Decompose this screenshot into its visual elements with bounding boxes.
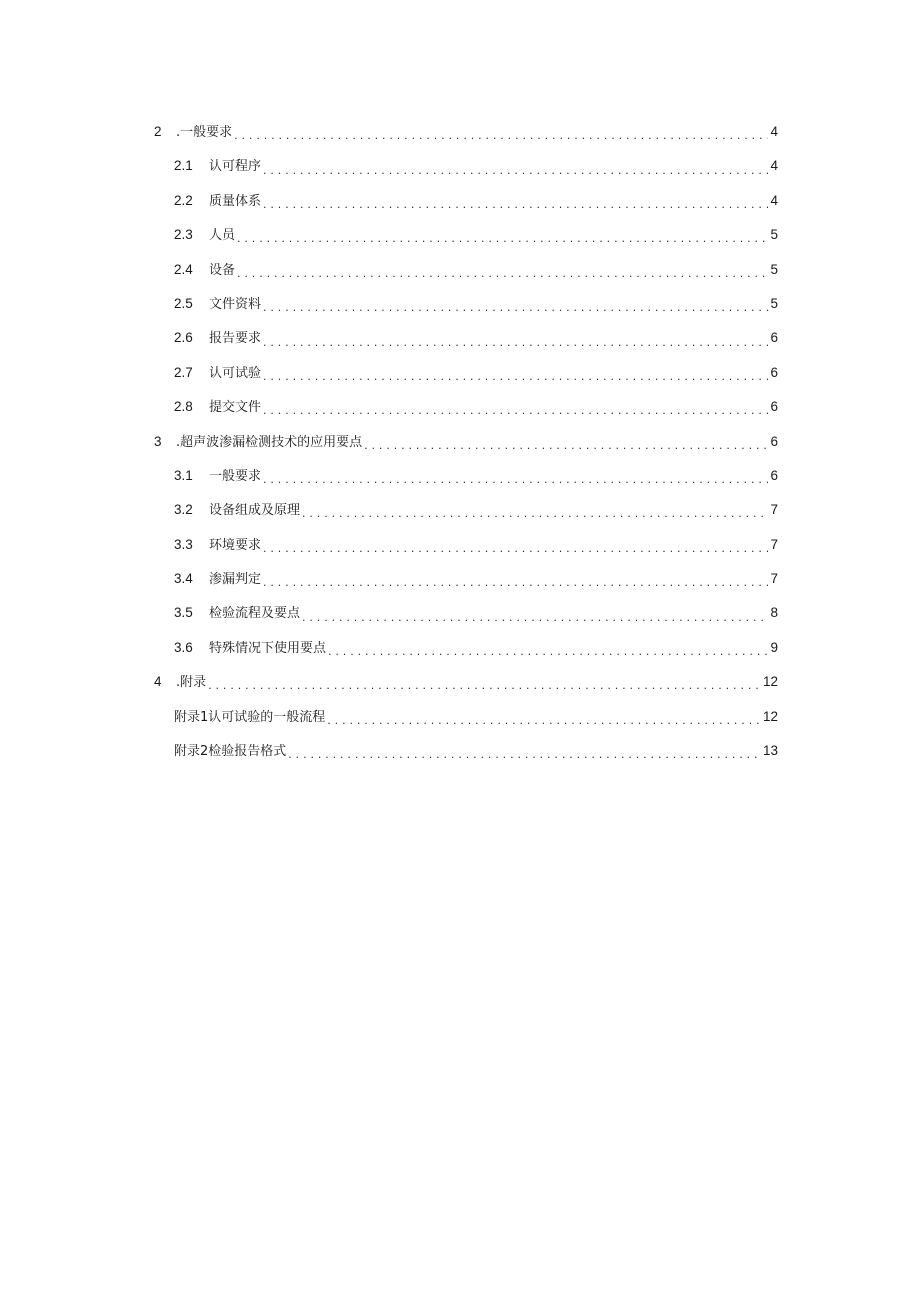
- toc-leader-dots: [237, 268, 768, 282]
- toc-entry-page: 8: [770, 605, 778, 621]
- toc-entry-title: 一般要求: [209, 468, 262, 484]
- toc-entry-number: 2.7: [174, 364, 193, 380]
- toc-entry-page: 6: [770, 330, 778, 346]
- toc-leader-dots: [208, 680, 761, 694]
- toc-entry-2[interactable]: [154, 120, 778, 154]
- toc-leader-dots: [302, 508, 768, 522]
- toc-entry-2-3[interactable]: [154, 223, 778, 257]
- toc-entry-page: 6: [770, 433, 778, 449]
- toc-leader-dots: [263, 337, 768, 351]
- toc-entry-title: 质量体系: [209, 193, 262, 209]
- toc-leader-dots: [263, 474, 768, 488]
- toc-entry-title: 报告要求: [209, 331, 262, 347]
- toc-entry-page: 5: [770, 261, 778, 277]
- toc-entry-page: 7: [770, 536, 778, 552]
- toc-entry-title: 认可试验: [209, 365, 262, 381]
- toc-entry-number: 2.4: [174, 261, 193, 277]
- toc-entry-title: .附录: [176, 675, 207, 691]
- toc-entry-number: 3.1: [174, 467, 193, 483]
- toc-entry-title: 环境要求: [209, 537, 262, 553]
- toc-entry-number: 4: [154, 674, 162, 690]
- toc-leader-dots: [288, 749, 761, 763]
- toc-entry-number: 3.2: [174, 502, 193, 518]
- toc-entry-title: .一般要求: [176, 125, 233, 140]
- toc-entry-page: 12: [762, 708, 778, 724]
- toc-entry-page: 12: [762, 674, 778, 690]
- toc-entry-page: 7: [770, 502, 778, 518]
- toc-leader-dots: [237, 233, 768, 247]
- toc-leader-dots: [263, 405, 768, 419]
- toc-entry-appendix-2[interactable]: [154, 739, 778, 773]
- toc-entry-title: 附录2检验报告格式: [174, 744, 287, 760]
- toc-entry-title: 文件资料: [209, 296, 262, 312]
- toc-entry-page: 6: [770, 399, 778, 415]
- toc-entry-title: 附录1认可试验的一般流程: [174, 709, 326, 725]
- toc-entry-number: 2.1: [174, 158, 193, 174]
- toc-entry-title: 渗漏判定: [209, 572, 262, 588]
- toc-entry-3-2[interactable]: [154, 498, 778, 532]
- toc-entry-page: 5: [770, 295, 778, 311]
- toc-entry-title: 认可程序: [209, 159, 262, 175]
- toc-leader-dots: [364, 440, 768, 454]
- toc-entry-number: 2.5: [174, 295, 193, 311]
- toc-entry-2-6[interactable]: [154, 326, 778, 360]
- toc-entry-page: 7: [770, 571, 778, 587]
- toc-leader-dots: [263, 543, 768, 557]
- toc-entry-number: 3.3: [174, 536, 193, 552]
- toc-leader-dots: [302, 612, 768, 626]
- toc-entry-3-5[interactable]: [154, 601, 778, 635]
- toc-entry-page: 4: [770, 158, 778, 174]
- toc-entry-title: 设备: [209, 262, 236, 278]
- toc-entry-3-1[interactable]: [154, 464, 778, 498]
- toc-entry-4[interactable]: [154, 670, 778, 704]
- toc-entry-3-4[interactable]: [154, 567, 778, 601]
- toc-entry-number: 2.8: [174, 399, 193, 415]
- toc-entry-number: 3.4: [174, 571, 193, 587]
- toc-entry-3[interactable]: [154, 430, 778, 464]
- toc-entry-3-3[interactable]: [154, 533, 778, 567]
- toc-entry-title: 特殊情况下使用要点: [209, 640, 327, 656]
- toc-entry-title: 人员: [209, 228, 236, 244]
- toc-leader-dots: [327, 715, 761, 729]
- toc-entry-page: 13: [762, 743, 778, 759]
- toc-entry-page: 4: [770, 192, 778, 208]
- table-of-contents: [154, 120, 778, 773]
- toc-entry-number: 2.3: [174, 227, 193, 243]
- toc-entry-2-2[interactable]: [154, 189, 778, 223]
- toc-entry-title: 检验流程及要点: [209, 606, 301, 622]
- toc-leader-dots: [234, 130, 768, 144]
- toc-entry-page: 6: [770, 467, 778, 483]
- toc-leader-dots: [263, 371, 768, 385]
- toc-entry-page: 9: [770, 639, 778, 655]
- toc-entry-page: 4: [770, 124, 778, 139]
- toc-entry-title: .超声波渗漏检测技术的应用要点: [176, 434, 363, 450]
- toc-entry-number: 3.5: [174, 605, 193, 621]
- toc-entry-number: 2.2: [174, 192, 193, 208]
- toc-entry-appendix-1[interactable]: [154, 705, 778, 739]
- toc-leader-dots: [263, 165, 768, 179]
- toc-leader-dots: [263, 302, 768, 316]
- toc-entry-number: 3: [154, 433, 162, 449]
- toc-entry-title: 提交文件: [209, 400, 262, 416]
- toc-entry-2-4[interactable]: [154, 258, 778, 292]
- toc-entry-page: 6: [770, 364, 778, 380]
- toc-entry-3-6[interactable]: [154, 636, 778, 670]
- toc-entry-2-8[interactable]: [154, 395, 778, 429]
- toc-leader-dots: [263, 199, 768, 213]
- toc-leader-dots: [263, 577, 768, 591]
- toc-entry-2-7[interactable]: [154, 361, 778, 395]
- toc-leader-dots: [328, 646, 768, 660]
- toc-entry-page: 5: [770, 227, 778, 243]
- toc-entry-title: 设备组成及原理: [209, 503, 301, 519]
- toc-entry-2-5[interactable]: [154, 292, 778, 326]
- toc-entry-number: 3.6: [174, 639, 193, 655]
- toc-entry-2-1[interactable]: [154, 154, 778, 188]
- toc-entry-number: 2.6: [174, 330, 193, 346]
- toc-entry-number: 2: [154, 124, 162, 139]
